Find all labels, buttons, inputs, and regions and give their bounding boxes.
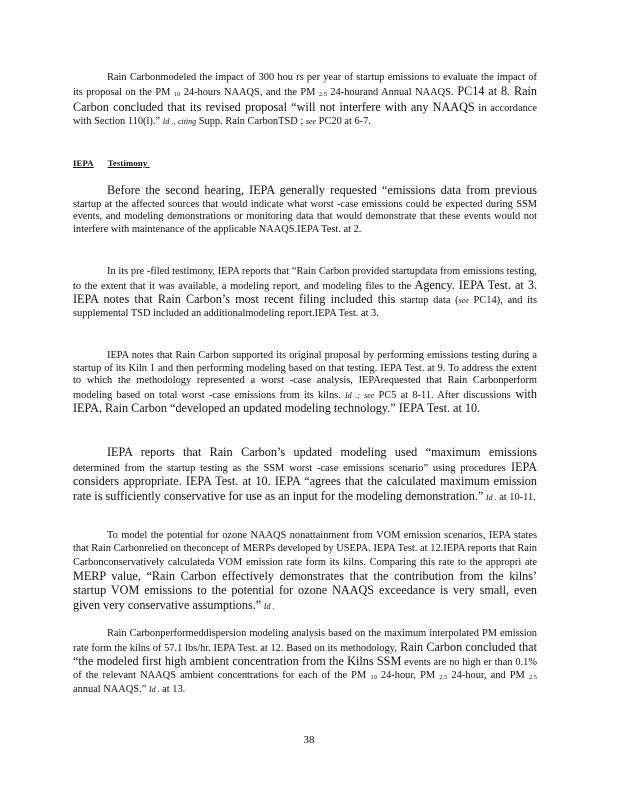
section-heading-iepa-testimony: IEPA Testimony — [73, 158, 148, 168]
paragraph-ozone-merps: To model the potential for ozone NAAQS nonattainment from VOM emission scenarios, IEPA states that Rain Carbonrelied on theconcept of MERPs developed by USEPA. IEPA Test. at 12.IEPA reports that Rain Carbonconservatively calculateda VOM emission rate form its kilns. Comparing this rate to the appropri ate MERP value, “Rain Carbon effectively demonstrates that the contribution from the kilns’ startup VOM emissions to the potential for ozone NAAQS exceedance is very small, even given very conservative assumptions.” Id . — [73, 530, 537, 612]
paragraph-updated-modeling: IEPA reports that Rain Carbon’s updated modeling used “maximum emissions determined from the startup testing as the SSM worst -case emissions scenario” using procedures IEPA considers appropriate. IEPA Test. at 10. IEPA “agrees that the calculated maximum emission rate is sufficiently conservative for use as an input for the modeling demonstration.” Id . at 10-11. — [73, 445, 537, 503]
page-number: 38 — [303, 734, 315, 746]
paragraph-original-proposal-support: IEPA notes that Rain Carbon supported its original proposal by performing emissions testing during a startup of its Kiln 1 and then performing modeling based on that testing. IEPA Test. at 9. To address the extent to which the methodology represented a worst -case analysis, IEPArequested that Rain Carbonperform modeling based on total worst -case emissions from its kilns. Id .; see PC5 at 8-11. After discussions with IEPA, Rain Carbon “developed an updated modeling technology.” IEPA Test. at 10. — [73, 350, 538, 416]
paragraph-dispersion-modeling: Rain Carbonperformeddispersion modeling analysis based on the maximum interpolated PM emission rate form the kilns of 57.1 lbs/hr. IEPA Test. at 12. Based on its methodology, Rain Carbon concluded that “the modeled first high ambient concentration from the Kilns SSM events are no high er than 0.1% of the relevant NAAQS ambient concentrations for each of the PM 10 24-hour, PM 2.5 24-hour, and PM 2.5 annual NAAQS.” Id . at 13. — [73, 628, 537, 696]
paragraph-rain-carbon-modeling: Rain Carbonmodeled the impact of 300 hou rs per year of startup emissions to evaluate the impact of its proposal on the PM 10 24-hours NAAQS, and the PM 2.5 24-hourand Annual NAAQS. PC14 at 8. Rain Carbon concluded that its revised proposal “will not interfere with any NAAQS in accordance with Section 110(l).” Id ., citing Supp. Rain CarbonTSD ; see PC20 at 6-7. — [73, 72, 537, 127]
paragraph-iepa-request: Before the second hearing, IEPA generally requested “emissions data from previous startup at the affected sources that would indicate what worst -case emissions could be expected during SSM events, and modeling demonstrations or monitoring data that would demonstrate that these events would not interfere with maintenance of the applicable NAAQS.IEPA Test. at 2. — [73, 183, 537, 235]
paragraph-prefiled-testimony: In its pre -filed testimony, IEPA reports that “Rain Carbon provided startupdata from emissions testing, to the extent that it was available, a modeling report, and modeling files to the Agency. IEPA Test. at 3. IEPA notes that Rain Carbon’s most recent filing included this startup data (see PC14), and its supplemental TSD included an additionalmodeling report.IEPA Test. at 3. — [73, 266, 537, 319]
